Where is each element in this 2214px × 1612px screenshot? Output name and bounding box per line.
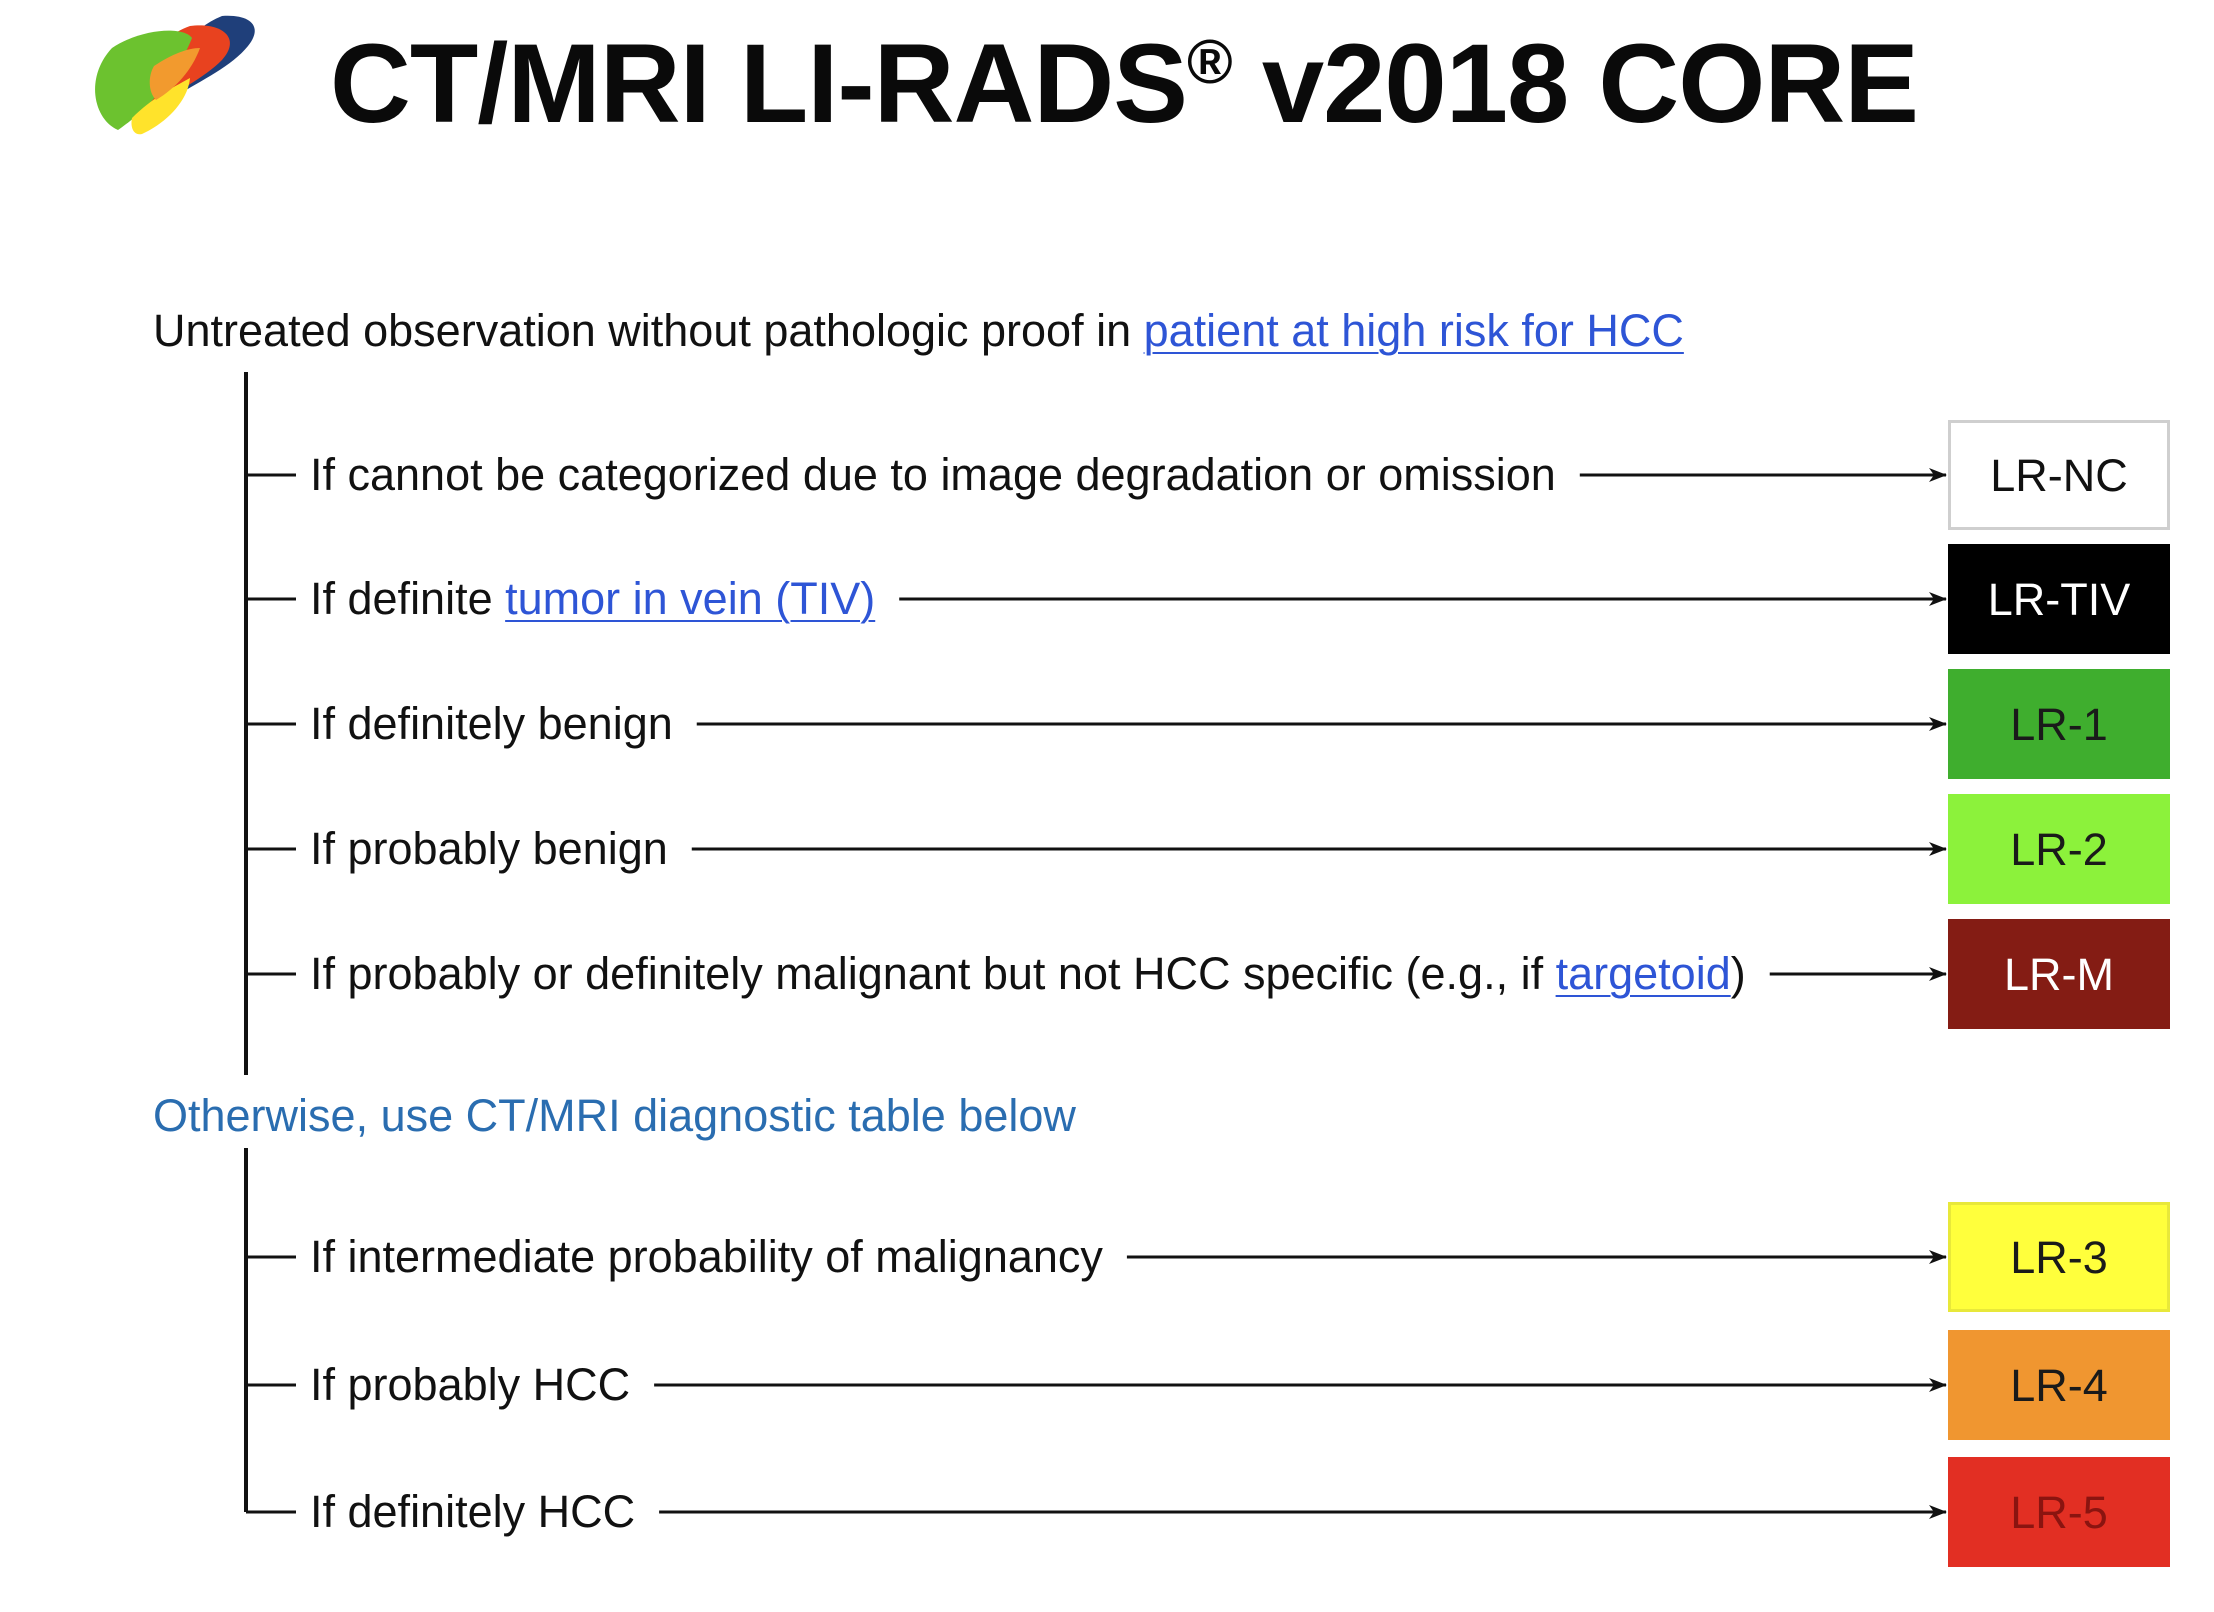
criterion-text: If definite: [310, 573, 506, 624]
criterion-label-lr-m: [310, 948, 1746, 999]
intro-statement: Untreated observation without pathologic proof in patient at high risk for HCC: [153, 305, 1684, 356]
criterion-label-lr-3: [310, 1231, 1103, 1282]
criterion-label-lr-4: [310, 1359, 631, 1410]
high-risk-patient-link[interactable]: patient at high risk for HCC: [1143, 305, 1684, 356]
category-box-lr-5: LR-5: [1948, 1457, 2170, 1567]
criterion-text: If probably or definitely malignant but not HCC specific (e.g., if: [310, 948, 1556, 999]
category-box-lr-nc: LR-NC: [1948, 420, 2170, 530]
page-title: CT/MRI LI-RADS® v2018 CORE: [330, 21, 1918, 146]
criterion-label-lr-2: [310, 823, 668, 874]
category-box-lr-2: LR-2: [1948, 794, 2170, 904]
criterion-label-lr-nc: [310, 449, 1556, 500]
criterion-text: If probably HCC: [310, 1359, 631, 1410]
category-box-lr-1: LR-1: [1948, 669, 2170, 779]
registered-mark: ®: [1187, 28, 1232, 97]
category-box-lr-4: LR-4: [1948, 1330, 2170, 1440]
criterion-link-lr-m[interactable]: targetoid: [1555, 948, 1731, 999]
criterion-label-lr-1: [310, 698, 673, 749]
criterion-label-lr-5: [310, 1486, 636, 1537]
criterion-text: If intermediate probability of malignancy: [310, 1231, 1103, 1282]
otherwise-instruction: Otherwise, use CT/MRI diagnostic table below: [153, 1090, 1076, 1141]
criterion-text: If definitely benign: [310, 698, 673, 749]
criterion-text-suffix: ): [1730, 948, 1746, 999]
criterion-link-lr-tiv[interactable]: tumor in vein (TIV): [505, 573, 876, 624]
criterion-text: If definitely HCC: [310, 1486, 636, 1537]
criterion-text: If cannot be categorized due to image degradation or omission: [310, 449, 1556, 500]
category-box-lr-3: LR-3: [1948, 1202, 2170, 1312]
category-box-lr-tiv: LR-TIV: [1948, 544, 2170, 654]
criterion-text: If probably benign: [310, 823, 668, 874]
category-box-lr-m: LR-M: [1948, 919, 2170, 1029]
criterion-label-lr-tiv: [310, 573, 876, 624]
